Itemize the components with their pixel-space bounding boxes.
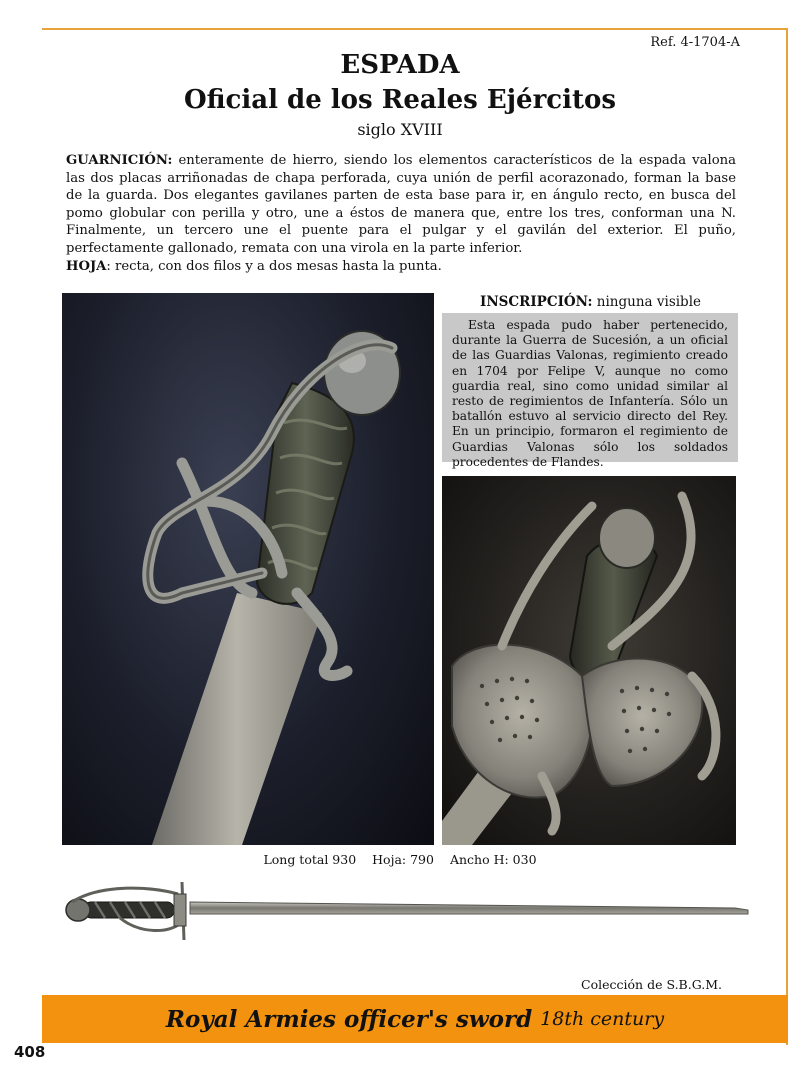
guarnicion-text: enteramente de hierro, siendo los elementos característicos de la espada valona las dos placas arriñonadas de chapa perforada, cuya unión de perfil acorazonado, forman la base de la guarda. Dos elegantes gavilanes parten de esta base para ir, en ángulo recto, en busca del pomo globular con perilla y otro, une a éstos de manera que, entre los tres, conforman una N. Finalmente, un tercero une el puente para el pulgar y el gavilán del exterior. El puño, perfectamente gallonado, remata con una virola en la parte inferior. — [66, 153, 736, 256]
guard-bar — [120, 918, 182, 931]
total-length: Long total 930 — [263, 852, 357, 867]
inscription-line — [480, 294, 701, 310]
pommel — [599, 508, 655, 568]
historical-note: Esta espada pudo haber pertenecido, durante la Guerra de Sucesión, a un oficial de las Guardias Valonas, regimiento creado en 1704 por Felipe V, aunque no como guardia real, sino como unidad similar al resto de regimientos de Infantería. Sólo un batallón estuvo al servicio directo del Rey. En un principio, formaron el regimiento de Guardias Valonas sólo los soldados procedentes de Flandes. — [442, 313, 738, 462]
page-number: 408 — [14, 1043, 46, 1061]
inscription-value: ninguna visible — [592, 294, 702, 310]
description-block — [66, 152, 736, 275]
title-subtitle: Oficial de los Reales Ejércitos — [184, 85, 616, 115]
title-century: siglo XVIII — [357, 120, 443, 139]
photo-hilt-closeup — [62, 293, 434, 845]
blade-width: Ancho H: 030 — [449, 852, 537, 867]
guard-plate — [452, 645, 592, 798]
pommel — [66, 899, 90, 921]
title-main: ESPADA — [340, 50, 460, 80]
knuckle-bow — [72, 888, 178, 902]
blade-length: Hoja: 790 — [372, 852, 434, 867]
guarnicion-label: GUARNICIÓN: — [66, 153, 173, 168]
hilt-closeup-illustration — [62, 293, 434, 845]
banner-century: 18th century — [540, 1008, 665, 1030]
dimensions-line — [0, 852, 800, 867]
banner-title: Royal Armies officer's sword — [165, 1005, 533, 1033]
inscription-label: INSCRIPCIÓN: — [480, 294, 593, 310]
photo-guard-closeup — [442, 476, 736, 845]
full-sword-illustration — [60, 872, 750, 944]
guard-closeup-illustration — [442, 476, 736, 845]
blade — [152, 593, 322, 845]
collection-credit: Colección de S.B.G.M. — [581, 977, 722, 992]
reference-number: Ref. 4-1704-A — [650, 35, 740, 50]
hoja-label: HOJA — [66, 258, 107, 274]
english-title-banner — [42, 995, 788, 1043]
hoja-text: : recta, con dos filos y a dos mesas hasta la punta. — [106, 258, 442, 274]
blade — [190, 902, 748, 914]
guard-plate — [582, 659, 702, 786]
